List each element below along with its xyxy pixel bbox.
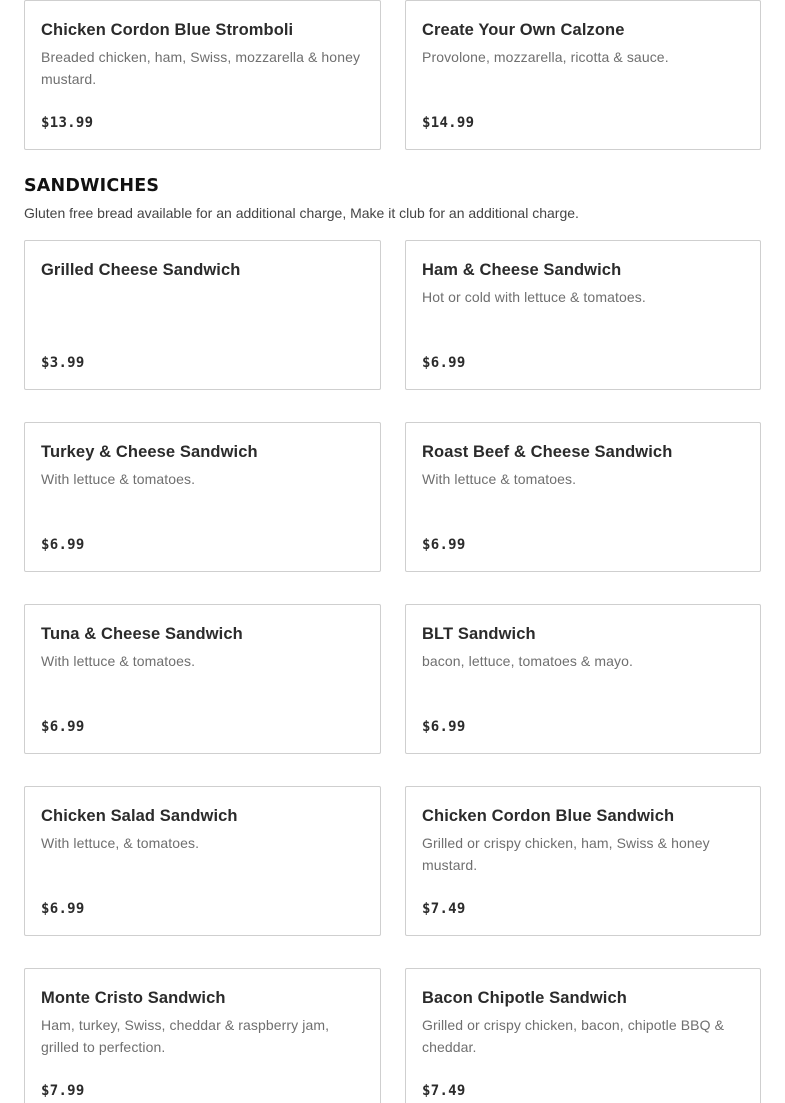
menu-item-card[interactable] [24,422,381,572]
menu-item-card[interactable] [24,240,381,390]
menu-item-description: Provolone, mozzarella, ricotta & sauce. [422,49,669,65]
menu-item-price: $6.99 [422,355,466,371]
menu-item-description: With lettuce & tomatoes. [41,653,196,669]
menu-item-name: Bacon Chipotle Sandwich [422,989,627,1007]
menu-item-price: $7.49 [422,1083,466,1099]
menu-item-card[interactable] [405,240,761,390]
menu-item-name: Chicken Cordon Blue Sandwich [422,807,675,825]
menu-item-description: With lettuce & tomatoes. [422,471,577,487]
menu-item-description: With lettuce, & tomatoes. [41,835,200,851]
menu-item-card[interactable] [24,968,381,1103]
menu-item-description: Grilled or crispy chicken, ham, Swiss & honey mustard. [422,835,710,873]
menu-item-price: $6.99 [422,719,466,735]
menu-item-name: Chicken Cordon Blue Stromboli [41,21,294,39]
menu-item-card[interactable] [405,786,761,936]
section-title: SANDWICHES [24,176,160,196]
menu-item-price: $6.99 [41,901,85,917]
menu-item-description: Hot or cold with lettuce & tomatoes. [422,289,646,305]
section-description: Gluten free bread available for an additional charge, Make it club for an additional charge. [24,205,579,221]
sandwiches-items [24,240,761,1103]
menu-item-card[interactable] [405,0,761,150]
menu-item-name: Monte Cristo Sandwich [41,989,226,1007]
previous-section-items [24,0,761,150]
sandwiches-section-header [24,175,761,223]
menu-item-card[interactable] [405,604,761,754]
menu-item-card[interactable] [24,0,381,150]
menu-item-name: Ham & Cheese Sandwich [422,261,622,279]
menu-item-price: $7.99 [41,1083,85,1099]
menu-item-card[interactable] [24,786,381,936]
menu-item-description: Breaded chicken, ham, Swiss, mozzarella & honey mustard. [41,49,361,87]
menu-item-price: $7.49 [422,901,466,917]
menu-item-price: $6.99 [41,719,85,735]
menu-item-price: $3.99 [41,355,85,371]
menu-item-card[interactable] [24,604,381,754]
menu-item-name: Grilled Cheese Sandwich [41,261,241,279]
menu-item-name: Chicken Salad Sandwich [41,807,238,825]
menu-item-name: Tuna & Cheese Sandwich [41,625,243,643]
menu-item-price: $6.99 [422,537,466,553]
menu-item-price: $6.99 [41,537,85,553]
menu-item-card[interactable] [405,968,761,1103]
menu-item-name: Turkey & Cheese Sandwich [41,443,258,461]
menu-item-name: Roast Beef & Cheese Sandwich [422,443,673,461]
menu-item-description: Ham, turkey, Swiss, cheddar & raspberry jam, grilled to perfection. [41,1017,330,1055]
menu-item-description: Grilled or crispy chicken, bacon, chipotle BBQ & cheddar. [422,1017,725,1055]
menu-item-price: $14.99 [422,115,475,131]
menu-item-name: BLT Sandwich [422,625,536,643]
menu-item-name: Create Your Own Calzone [422,21,625,39]
menu-item-description: bacon, lettuce, tomatoes & mayo. [422,653,633,669]
menu-item-price: $13.99 [41,115,94,131]
menu-item-card[interactable] [405,422,761,572]
menu-item-description: With lettuce & tomatoes. [41,471,196,487]
